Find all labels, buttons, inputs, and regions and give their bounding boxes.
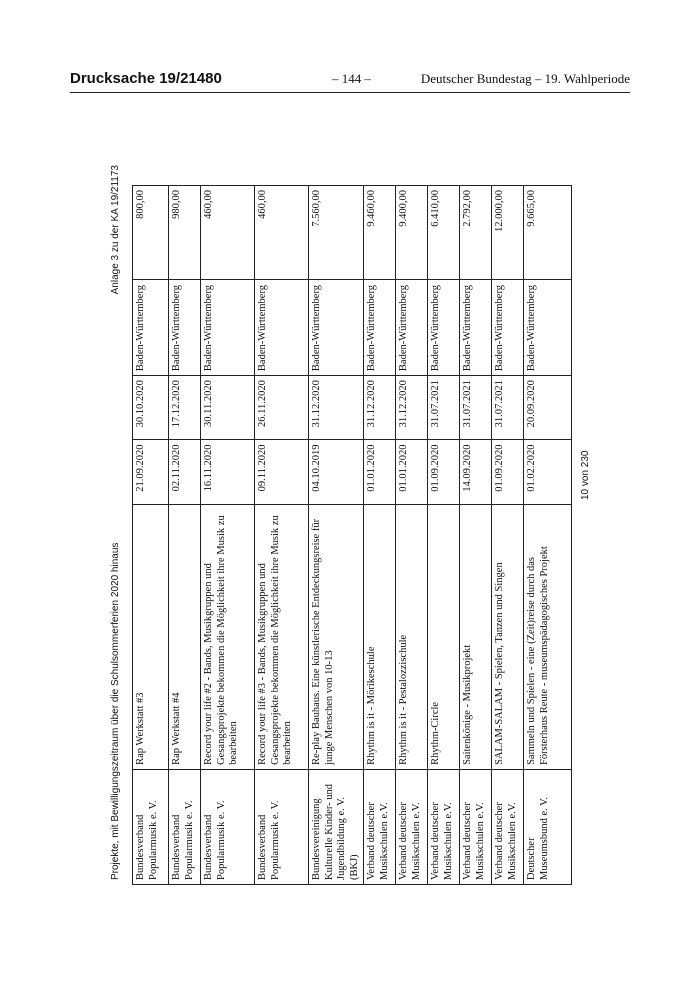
row-start-date: 01.01.2020 xyxy=(396,440,428,504)
row-org: Verband deutscher Musikschulen e.V. xyxy=(460,769,492,884)
row-state: Baden-Württemberg xyxy=(133,280,169,376)
row-start-date: 01.09.2020 xyxy=(492,440,524,504)
row-state: Baden-Württemberg xyxy=(524,280,572,376)
table-row xyxy=(492,186,524,885)
row-amount: 9.665,00 xyxy=(524,186,572,280)
row-project: Rap Werkstatt #3 xyxy=(133,504,169,769)
row-org: Bundesverband Popularmusik e. V. xyxy=(201,769,255,884)
page-footer: 10 von 230 xyxy=(580,450,591,500)
row-project: Rhythm is it - Mörikeschule xyxy=(364,504,396,769)
table-caption: Projekte, mit Bewilligungszeitraum über die Schulsommerferien 2020 hinaus xyxy=(110,542,121,880)
projects-table xyxy=(132,185,572,885)
row-project: Rap Werkstatt #4 xyxy=(169,504,201,769)
row-state: Baden-Württemberg xyxy=(428,280,460,376)
row-org: Bundesvereinigung Kulturelle Kinder- und Jugendbildung e. V. (BKJ) xyxy=(309,769,364,884)
row-state: Baden-Württemberg xyxy=(169,280,201,376)
doc-number: 21480 xyxy=(180,70,222,87)
row-start-date: 01.02.2020 xyxy=(524,440,572,504)
row-state: Baden-Württemberg xyxy=(364,280,396,376)
row-start-date: 16.11.2020 xyxy=(201,440,255,504)
row-end-date: 31.12.2020 xyxy=(364,376,396,440)
row-start-date: 04.10.2019 xyxy=(309,440,364,504)
row-project: Sammeln und Spielen - eine (Zeit)reise durch das Försterhaus Reute - museumspädagogisches Projekt xyxy=(524,504,572,769)
table-row xyxy=(396,186,428,885)
row-org: Deutscher Museumsbund e. V. xyxy=(524,769,572,884)
row-state: Baden-Württemberg xyxy=(460,280,492,376)
row-end-date: 17.12.2020 xyxy=(169,376,201,440)
row-amount: 9.400,00 xyxy=(396,186,428,280)
page-header xyxy=(70,68,630,93)
row-end-date: 31.12.2020 xyxy=(309,376,364,440)
row-org: Bundesverband Popularmusik e. V. xyxy=(169,769,201,884)
row-end-date: 31.07.2021 xyxy=(428,376,460,440)
row-project: Record your life #3 - Bands, Musikgruppen und Gesangsprojekte bekommen die Möglichkeit ihre Musik zu bearbeiten xyxy=(255,504,309,769)
row-start-date: 21.09.2020 xyxy=(133,440,169,504)
row-start-date: 02.11.2020 xyxy=(169,440,201,504)
annex-label: Anlage 3 zu der KA 19/21173 xyxy=(110,165,121,295)
table-row xyxy=(309,186,364,885)
row-project: Rhythm-Circle xyxy=(428,504,460,769)
row-amount: 460,00 xyxy=(201,186,255,280)
table-body xyxy=(133,186,572,885)
table-row xyxy=(255,186,309,885)
row-amount: 12.000,00 xyxy=(492,186,524,280)
row-org: Bundesverband Popularmusik e. V. xyxy=(255,769,309,884)
row-amount: 980,00 xyxy=(169,186,201,280)
row-amount: 800,00 xyxy=(133,186,169,280)
row-end-date: 31.07.2021 xyxy=(460,376,492,440)
row-project: Rhythm is it - Pestalozzischule xyxy=(396,504,428,769)
page-indicator: – 144 – xyxy=(332,71,371,86)
row-amount: 6.410,00 xyxy=(428,186,460,280)
row-end-date: 30.11.2020 xyxy=(201,376,255,440)
row-state: Baden-Württemberg xyxy=(492,280,524,376)
document-number xyxy=(70,70,222,87)
table-row xyxy=(201,186,255,885)
table-row xyxy=(133,186,169,885)
row-start-date: 09.11.2020 xyxy=(255,440,309,504)
row-project: SALAM-SALAM - Spielen, Tanzen und Singen xyxy=(492,504,524,769)
row-project: Saitenkönige - Musikprojekt xyxy=(460,504,492,769)
row-state: Baden-Württemberg xyxy=(255,280,309,376)
row-end-date: 20.09.2020 xyxy=(524,376,572,440)
row-start-date: 01.01.2020 xyxy=(364,440,396,504)
doc-label: Drucksache 19/ xyxy=(70,70,181,87)
row-org: Verband deutscher Musikschulen e.V. xyxy=(492,769,524,884)
row-org: Bundesverband Popularmusik e. V. xyxy=(133,769,169,884)
row-project: Record your life #2 - Bands, Musikgruppen und Gesangsprojekte bekommen die Möglichkeit ihre Musik zu bearbeiten xyxy=(201,504,255,769)
row-amount: 9.460,00 xyxy=(364,186,396,280)
rotated-page-content xyxy=(110,140,591,885)
row-state: Baden-Württemberg xyxy=(396,280,428,376)
row-end-date: 30.10.2020 xyxy=(133,376,169,440)
row-amount: 2.792,00 xyxy=(460,186,492,280)
row-state: Baden-Württemberg xyxy=(201,280,255,376)
row-amount: 460,00 xyxy=(255,186,309,280)
row-end-date: 31.12.2020 xyxy=(396,376,428,440)
row-amount: 7.560,00 xyxy=(309,186,364,280)
table-row xyxy=(460,186,492,885)
row-org: Verband deutscher Musikschulen e.V. xyxy=(428,769,460,884)
table-row xyxy=(364,186,396,885)
row-start-date: 14.09.2020 xyxy=(460,440,492,504)
table-row xyxy=(524,186,572,885)
row-start-date: 01.09.2020 xyxy=(428,440,460,504)
row-end-date: 26.11.2020 xyxy=(255,376,309,440)
row-state: Baden-Württemberg xyxy=(309,280,364,376)
row-end-date: 31.07.2021 xyxy=(492,376,524,440)
row-org: Verband deutscher Musikschulen e.V. xyxy=(396,769,428,884)
row-org: Verband deutscher Musikschulen e.V. xyxy=(364,769,396,884)
row-project: Re-play Bauhaus. Eine künstlerische Entdeckungsreise für junge Menschen von 10-13 xyxy=(309,504,364,769)
publisher: Deutscher Bundestag – 19. Wahlperiode xyxy=(420,71,630,86)
table-row xyxy=(169,186,201,885)
table-row xyxy=(428,186,460,885)
